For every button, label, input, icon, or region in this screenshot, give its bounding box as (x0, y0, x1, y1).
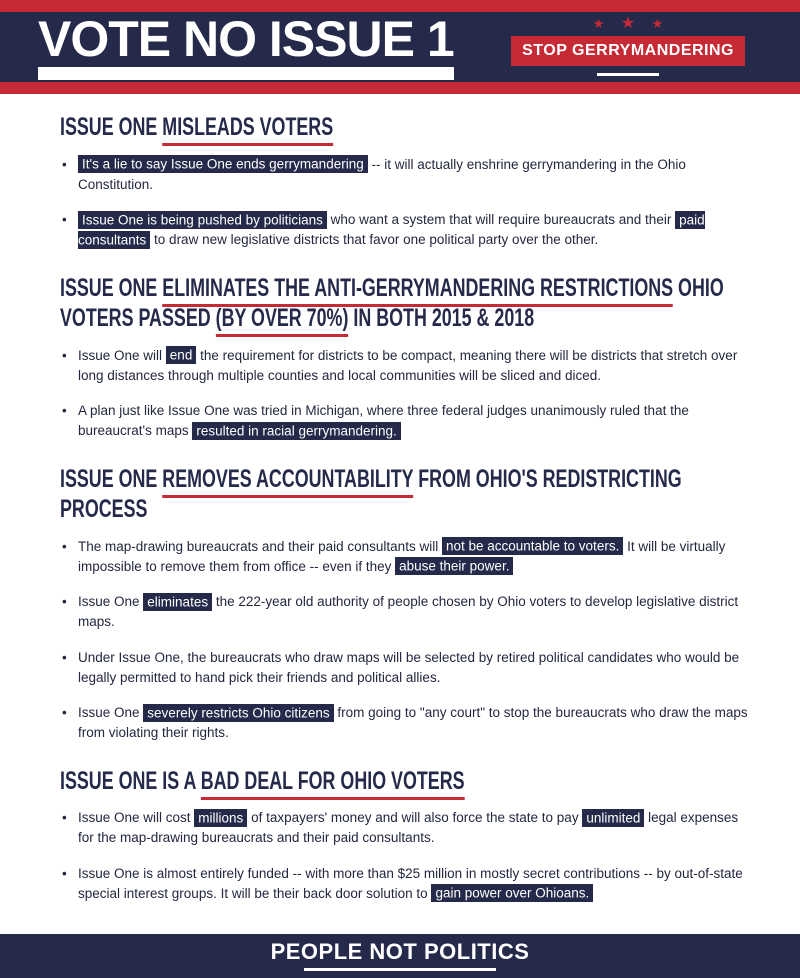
heading-text: ISSUE ONE (60, 464, 163, 493)
heading-text: ISSUE ONE (60, 113, 163, 141)
section-heading (60, 464, 756, 525)
bullet-item (60, 155, 750, 196)
bullet-item (60, 648, 750, 689)
bullet-item (60, 808, 750, 849)
stars-icon (587, 16, 670, 32)
section (60, 112, 755, 251)
heading-underlined-text: BAD DEAL FOR OHIO VOTERS (201, 767, 465, 800)
bullet-item (60, 703, 750, 744)
heading-underlined-text: REMOVES ACCOUNTABILITY (162, 465, 413, 498)
highlighted-text: paid consultants (78, 212, 705, 248)
body-text: who want a system that will require bureaucrats and their (326, 212, 676, 227)
heading-text: IN BOTH 2015 & 2018 (348, 304, 535, 332)
body-text: the requirement for districts to be compact, meaning there will be districts that stretch over long distances through multiple counties and local communities will be sliced and diced. (78, 347, 738, 383)
highlighted-text: severely restricts Ohio citizens (143, 704, 333, 722)
highlighted-text: gain power over Ohioans. (431, 884, 593, 902)
bullet-list (60, 808, 755, 904)
content (0, 94, 800, 934)
body-text: Under Issue One, the bureaucrats who draw maps will be selected by retired political candidates who would be legally permitted to hand pick their friends and political allies. (78, 649, 740, 685)
heading-underlined-text: MISLEADS VOTERS (162, 113, 333, 146)
star-icon: ★ (651, 16, 664, 31)
footer (0, 934, 800, 978)
highlighted-text: millions (194, 809, 247, 827)
star-icon: ★ (592, 16, 605, 31)
body-text: Issue One will (78, 347, 166, 363)
highlighted-text: unlimited (582, 809, 644, 827)
footer-underline (304, 968, 496, 971)
heading-text: ISSUE ONE (60, 273, 163, 302)
body-text: Issue One is almost entirely funded -- with more than $25 million in mostly secret contributions -- by out-of-state special interest groups. It will be their back door solution to (78, 865, 743, 901)
footer-slogan: PEOPLE NOT POLITICS (270, 939, 530, 964)
section (60, 766, 755, 905)
page-title: VOTE NO ISSUE 1 (38, 11, 454, 67)
tagline-block (511, 14, 745, 76)
header (0, 0, 800, 94)
section-heading (60, 273, 756, 334)
star-icon: ★ (620, 15, 636, 32)
heading-text: OHIO VOTERS PASSED (60, 273, 724, 332)
header-band (0, 12, 800, 82)
body-text: legal expenses for the map-drawing bureaucrats and their paid consultants. (78, 810, 739, 846)
heading-text: FROM OHIO'S REDISTRICTING PROCESS (60, 464, 682, 523)
tagline: STOP GERRYMANDERING (511, 36, 745, 66)
highlighted-text: It's a lie to say Issue One ends gerrymandering (78, 155, 368, 173)
body-text: from going to "any court" to stop the bureaucrats who draw the maps from violating their rights. (78, 705, 748, 741)
highlighted-text: not be accountable to voters. (442, 537, 623, 555)
tagline-underline (597, 73, 659, 76)
bullet-list (60, 346, 755, 442)
bullet-list (60, 155, 755, 251)
heading-text: ISSUE ONE IS A (60, 766, 201, 795)
highlighted-text: abuse their power. (395, 557, 513, 575)
highlighted-text: eliminates (143, 593, 212, 611)
body-text: the 222-year old authority of people chosen by Ohio voters to develop legislative district maps. (78, 594, 739, 630)
section-heading (60, 766, 756, 797)
bullet-list (60, 537, 755, 744)
body-text: It will be virtually impossible to remove them from office -- even if they (78, 538, 726, 574)
highlighted-text: Issue One is being pushed by politicians (78, 211, 327, 229)
heading-underlined-text: ELIMINATES THE ANTI-GERRYMANDERING RESTRICTIONS (162, 274, 673, 307)
bullet-item (60, 346, 750, 387)
body-text: Issue One will cost (78, 810, 195, 825)
body-text: of taxpayers' money and will also force the state to pay (247, 810, 583, 825)
section (60, 464, 755, 744)
highlighted-text: end (166, 346, 197, 364)
body-text: -- it will actually enshrine gerrymandering in the Ohio Constitution. (78, 156, 686, 192)
bullet-item (60, 401, 750, 442)
highlighted-text: resulted in racial gerrymandering. (192, 422, 400, 440)
section (60, 273, 755, 442)
body-text: The map-drawing bureaucrats and their paid consultants will (78, 538, 442, 554)
body-text: Issue One (78, 594, 144, 609)
body-text: to draw new legislative districts that favor one political party over the other. (150, 232, 599, 248)
heading-underlined-text: (BY OVER 70%) (216, 304, 349, 337)
body-text: A plan just like Issue One was tried in Michigan, where three federal judges unanimously ruled that the bureaucrat's maps (78, 403, 689, 439)
body-text: Issue One (78, 705, 144, 720)
bullet-item (60, 864, 750, 905)
title-block (38, 11, 454, 80)
title-underline (38, 67, 454, 80)
header-bottom-red-strip (0, 82, 800, 94)
bullet-item (60, 210, 750, 251)
section-heading (60, 112, 756, 143)
bullet-item (60, 592, 750, 633)
bullet-item (60, 537, 750, 578)
